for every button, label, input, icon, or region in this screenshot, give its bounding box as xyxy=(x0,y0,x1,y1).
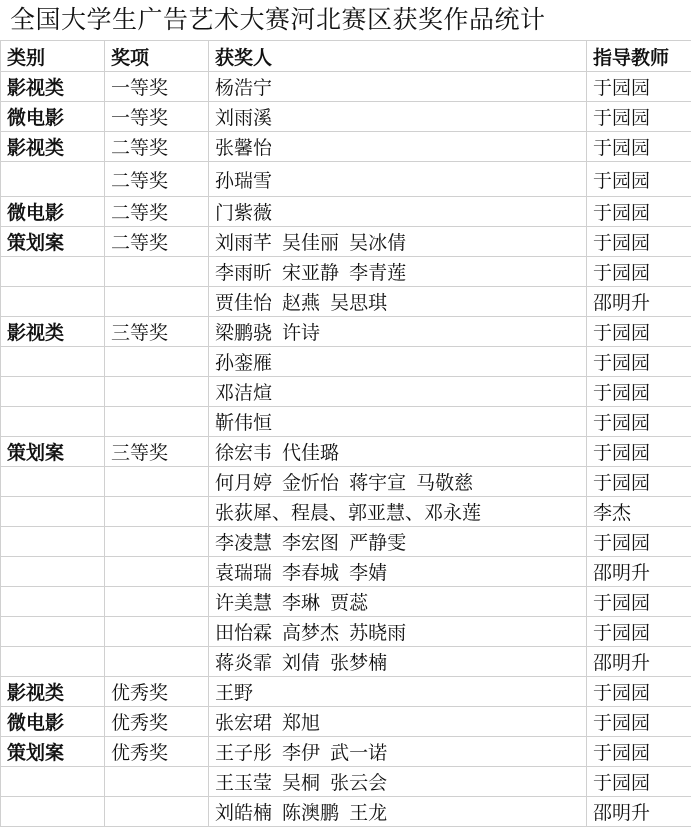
header-row xyxy=(1,41,691,72)
advisor-cell: 于园园 xyxy=(587,377,691,407)
winners-cell: 刘雨芊 吴佳丽 吴冰倩 xyxy=(209,227,587,257)
category-cell xyxy=(1,647,105,677)
category-cell xyxy=(1,617,105,647)
winners-cell: 张宏珺 郑旭 xyxy=(209,707,587,737)
winners-cell: 孙瑞雪 xyxy=(209,162,587,197)
table-row xyxy=(1,677,691,707)
category-cell xyxy=(1,407,105,437)
advisor-cell: 邵明升 xyxy=(587,287,691,317)
advisor-cell: 于园园 xyxy=(587,227,691,257)
table-row xyxy=(1,557,691,587)
category-cell: 微电影 xyxy=(1,197,105,227)
category-cell: 影视类 xyxy=(1,677,105,707)
table-row xyxy=(1,407,691,437)
winners-cell: 何月婷 金忻怡 蒋宇宣 马敬慈 xyxy=(209,467,587,497)
table-row xyxy=(1,617,691,647)
table-row xyxy=(1,767,691,797)
category-cell xyxy=(1,467,105,497)
table-row xyxy=(1,72,691,102)
advisor-cell: 邵明升 xyxy=(587,797,691,827)
winners-cell: 张荻犀、程晨、郭亚慧、邓永莲 xyxy=(209,497,587,527)
award-cell xyxy=(105,287,209,317)
header-winners: 获奖人 xyxy=(209,41,587,72)
advisor-cell: 于园园 xyxy=(587,767,691,797)
table-row xyxy=(1,527,691,557)
winners-cell: 田怡霖 高梦杰 苏晓雨 xyxy=(209,617,587,647)
winners-cell: 刘皓楠 陈澳鹏 王龙 xyxy=(209,797,587,827)
award-cell xyxy=(105,557,209,587)
winners-cell: 王玉莹 吴桐 张云会 xyxy=(209,767,587,797)
table-row xyxy=(1,797,691,827)
table-row xyxy=(1,707,691,737)
category-cell xyxy=(1,257,105,287)
advisor-cell: 于园园 xyxy=(587,707,691,737)
category-cell: 微电影 xyxy=(1,707,105,737)
awards-table xyxy=(0,40,691,827)
advisor-cell: 于园园 xyxy=(587,132,691,162)
table-row xyxy=(1,257,691,287)
winners-cell: 门紫薇 xyxy=(209,197,587,227)
category-cell xyxy=(1,347,105,377)
winners-cell: 王野 xyxy=(209,677,587,707)
award-cell: 二等奖 xyxy=(105,227,209,257)
page-title: 全国大学生广告艺术大赛河北赛区获奖作品统计 xyxy=(10,5,546,34)
advisor-cell: 于园园 xyxy=(587,102,691,132)
advisor-cell: 于园园 xyxy=(587,257,691,287)
table-row xyxy=(1,647,691,677)
award-cell: 二等奖 xyxy=(105,132,209,162)
award-cell xyxy=(105,617,209,647)
category-cell: 策划案 xyxy=(1,437,105,467)
advisor-cell: 于园园 xyxy=(587,162,691,197)
winners-cell: 王子彤 李伊 武一诺 xyxy=(209,737,587,767)
award-cell: 三等奖 xyxy=(105,437,209,467)
advisor-cell: 于园园 xyxy=(587,587,691,617)
advisor-cell: 于园园 xyxy=(587,407,691,437)
award-cell xyxy=(105,587,209,617)
header-category: 类别 xyxy=(1,41,105,72)
award-cell: 三等奖 xyxy=(105,317,209,347)
category-cell: 影视类 xyxy=(1,317,105,347)
header-award: 奖项 xyxy=(105,41,209,72)
category-cell xyxy=(1,797,105,827)
category-cell xyxy=(1,767,105,797)
category-cell: 微电影 xyxy=(1,102,105,132)
award-cell xyxy=(105,767,209,797)
category-cell xyxy=(1,497,105,527)
award-cell: 优秀奖 xyxy=(105,707,209,737)
table-row xyxy=(1,197,691,227)
award-cell xyxy=(105,797,209,827)
award-cell xyxy=(105,257,209,287)
category-cell xyxy=(1,287,105,317)
award-cell xyxy=(105,527,209,557)
winners-cell: 靳伟恒 xyxy=(209,407,587,437)
table-row xyxy=(1,497,691,527)
award-cell: 优秀奖 xyxy=(105,737,209,767)
award-cell: 二等奖 xyxy=(105,162,209,197)
winners-cell: 徐宏韦 代佳璐 xyxy=(209,437,587,467)
advisor-cell: 李杰 xyxy=(587,497,691,527)
table-row xyxy=(1,587,691,617)
winners-cell: 袁瑞瑞 李春城 李婧 xyxy=(209,557,587,587)
table-row xyxy=(1,317,691,347)
category-cell xyxy=(1,162,105,197)
category-cell xyxy=(1,587,105,617)
table-row xyxy=(1,287,691,317)
table-row xyxy=(1,102,691,132)
advisor-cell: 于园园 xyxy=(587,617,691,647)
winners-cell: 刘雨溪 xyxy=(209,102,587,132)
advisor-cell: 于园园 xyxy=(587,677,691,707)
advisor-cell: 于园园 xyxy=(587,317,691,347)
category-cell xyxy=(1,557,105,587)
table-row xyxy=(1,347,691,377)
winners-cell: 邓洁煊 xyxy=(209,377,587,407)
winners-cell: 李雨昕 宋亚静 李青莲 xyxy=(209,257,587,287)
header-advisor: 指导教师 xyxy=(587,41,691,72)
table-row xyxy=(1,162,691,197)
winners-cell: 张馨怡 xyxy=(209,132,587,162)
winners-cell: 蒋炎霏 刘倩 张梦楠 xyxy=(209,647,587,677)
award-cell xyxy=(105,377,209,407)
table-row xyxy=(1,377,691,407)
winners-cell: 许美慧 李琳 贾蕊 xyxy=(209,587,587,617)
winners-cell: 李凌慧 李宏图 严静雯 xyxy=(209,527,587,557)
category-cell: 影视类 xyxy=(1,132,105,162)
award-cell xyxy=(105,497,209,527)
winners-cell: 杨浩宁 xyxy=(209,72,587,102)
advisor-cell: 邵明升 xyxy=(587,647,691,677)
category-cell xyxy=(1,527,105,557)
table-row xyxy=(1,227,691,257)
advisor-cell: 于园园 xyxy=(587,527,691,557)
award-cell: 一等奖 xyxy=(105,102,209,132)
category-cell: 策划案 xyxy=(1,737,105,767)
table-row xyxy=(1,437,691,467)
advisor-cell: 于园园 xyxy=(587,467,691,497)
advisor-cell: 于园园 xyxy=(587,737,691,767)
award-cell xyxy=(105,647,209,677)
winners-cell: 贾佳怡 赵燕 吴思琪 xyxy=(209,287,587,317)
table-row xyxy=(1,467,691,497)
award-cell xyxy=(105,407,209,437)
category-cell: 策划案 xyxy=(1,227,105,257)
advisor-cell: 于园园 xyxy=(587,437,691,467)
award-cell: 优秀奖 xyxy=(105,677,209,707)
award-cell: 一等奖 xyxy=(105,72,209,102)
advisor-cell: 于园园 xyxy=(587,197,691,227)
table-row xyxy=(1,132,691,162)
advisor-cell: 于园园 xyxy=(587,72,691,102)
advisor-cell: 邵明升 xyxy=(587,557,691,587)
category-cell: 影视类 xyxy=(1,72,105,102)
winners-cell: 梁鹏骁 许诗 xyxy=(209,317,587,347)
award-cell xyxy=(105,347,209,377)
award-cell: 二等奖 xyxy=(105,197,209,227)
winners-cell: 孙銮雁 xyxy=(209,347,587,377)
table-row xyxy=(1,737,691,767)
category-cell xyxy=(1,377,105,407)
award-cell xyxy=(105,467,209,497)
advisor-cell: 于园园 xyxy=(587,347,691,377)
